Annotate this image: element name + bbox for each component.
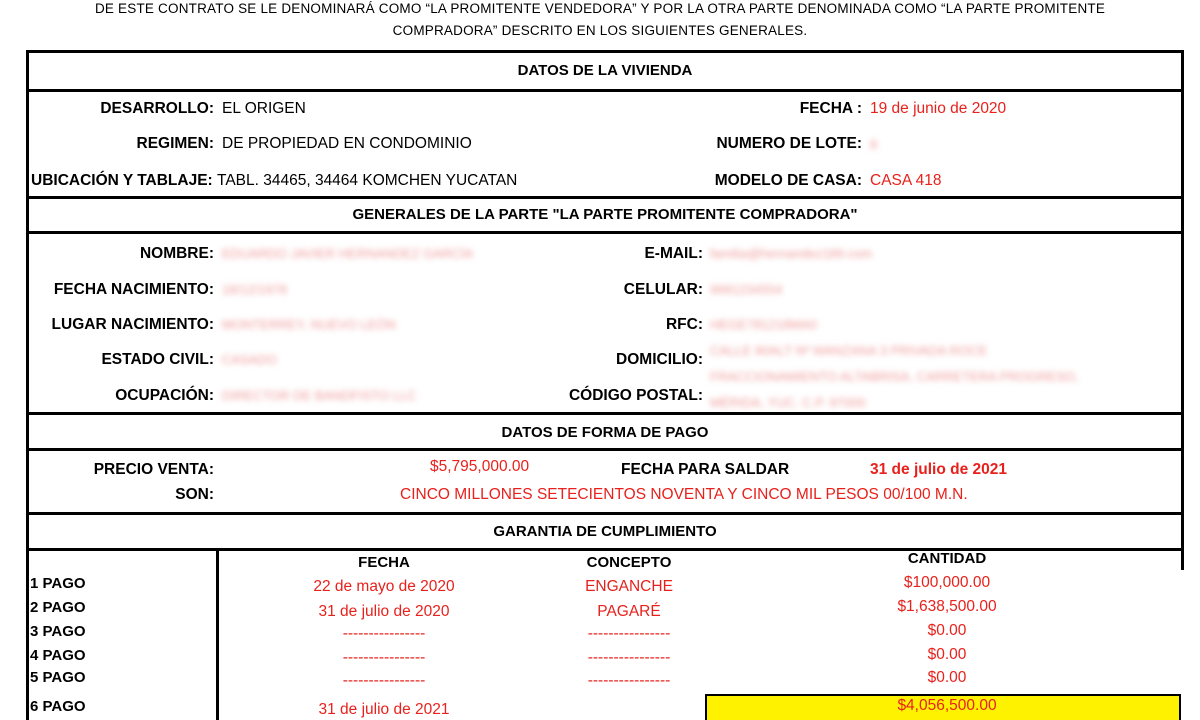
domicilio-line-1: CALLE 90ALT Nº MANZANA 3 PRIVADA ROCE <box>710 343 988 358</box>
payment-fecha: ---------------- <box>342 625 426 642</box>
col-header-fecha: FECHA <box>358 554 410 571</box>
left-border <box>26 50 29 720</box>
ocupacion-label: OCUPACIÓN: <box>115 387 214 404</box>
fecha-saldar-label: FECHA PARA SALDAR <box>621 461 790 478</box>
ocupacion-value: DIRECTOR DE BANDFISTO LLC <box>222 388 417 403</box>
ubicacion-label: UBICACIÓN Y TABLAJE: <box>31 172 213 189</box>
intro-line-1: DE ESTE CONTRATO SE LE DENOMINARÁ COMO “LA PROMITENTE VENDEDORA” Y POR LA OTRA PARTE DENOMINADA COMO “LA PARTE PROMITENTE <box>94 1 1106 16</box>
rfc-value: HEGE781218MA0 <box>710 317 817 332</box>
domicilio-label: DOMICILIO: <box>616 351 703 368</box>
divider <box>26 548 1184 551</box>
divider <box>26 231 1184 234</box>
rfc-label: RFC: <box>665 316 703 333</box>
payment-label: 3 PAGO <box>30 623 86 640</box>
nombre-label: NOMBRE: <box>139 245 214 262</box>
col-header-cantidad: CANTIDAD <box>907 550 987 567</box>
nombre-value: EDUARDO JAVIER HERNANDEZ GARCÍA <box>222 246 474 261</box>
payment-fecha: ---------------- <box>342 672 426 689</box>
son-value: CINCO MILLONES SETECIENTOS NOVENTA Y CINCO MIL PESOS 00/100 M.N. <box>400 486 968 503</box>
estado-civil-value: CASADO <box>222 352 277 367</box>
payment-concepto: ---------------- <box>587 649 671 666</box>
numero-lote-value: 8 <box>870 137 878 152</box>
payment-cantidad: $0.00 <box>927 669 967 686</box>
payment-label: 6 PAGO <box>30 698 86 715</box>
son-label: SON: <box>175 486 214 503</box>
ubicacion-value: TABL. 34465, 34464 KOMCHEN YUCATAN <box>217 172 518 189</box>
col-header-concepto: CONCEPTO <box>586 554 672 571</box>
email-label: E-MAIL: <box>644 245 703 262</box>
modelo-casa-label: MODELO DE CASA: <box>714 172 862 189</box>
payment-fecha: 31 de julio de 2020 <box>318 603 450 620</box>
lugar-nacimiento-value: MONTERREY, NUEVO LEÓN <box>222 317 396 332</box>
precio-venta-label: PRECIO VENTA: <box>93 461 214 478</box>
payment-fecha: 31 de julio de 2021 <box>318 701 450 718</box>
payment-concepto: ENGANCHE <box>585 578 673 595</box>
payment-column-divider <box>216 548 219 720</box>
payment-label: 5 PAGO <box>30 669 86 686</box>
section-title-compradora: GENERALES DE LA PARTE "LA PARTE PROMITENTE COMPRADORA" <box>352 206 858 223</box>
section-title-pago: DATOS DE FORMA DE PAGO <box>501 424 709 441</box>
numero-lote-label: NUMERO DE LOTE: <box>716 135 862 152</box>
divider <box>26 512 1184 515</box>
fecha-nacimiento-label: FECHA NACIMIENTO: <box>53 281 214 298</box>
payment-cantidad: $100,000.00 <box>903 574 991 591</box>
divider <box>26 89 1184 92</box>
fecha-nacimiento-value: 18/12/1978 <box>222 282 288 297</box>
celular-value: 9991234554 <box>710 282 783 297</box>
divider <box>26 412 1184 415</box>
divider <box>26 448 1184 451</box>
payment-concepto: PAGARÉ <box>597 603 661 620</box>
payment-cantidad: $4,056,500.00 <box>897 697 997 714</box>
divider <box>26 196 1184 199</box>
right-border <box>1181 50 1184 570</box>
payment-concepto: ---------------- <box>587 672 671 689</box>
payment-cantidad: $1,638,500.00 <box>897 598 997 615</box>
payment-label: 4 PAGO <box>30 647 86 664</box>
regimen-label: REGIMEN: <box>136 135 214 152</box>
payment-cantidad: $0.00 <box>927 646 967 663</box>
payment-label: 2 PAGO <box>30 599 86 616</box>
payment-fecha: ---------------- <box>342 649 426 666</box>
estado-civil-label: ESTADO CIVIL: <box>101 351 214 368</box>
precio-venta-value: $5,795,000.00 <box>430 458 530 475</box>
payment-cantidad: $0.00 <box>927 622 967 639</box>
desarrollo-label: DESARROLLO: <box>100 100 214 117</box>
intro-line-2: COMPRADORA” DESCRITO EN LOS SIGUIENTES GENERALES. <box>392 23 808 38</box>
email-value: familia@hernandez189.com <box>710 246 873 261</box>
regimen-value: DE PROPIEDAD EN CONDOMINIO <box>222 135 472 152</box>
payment-label: 1 PAGO <box>30 575 86 592</box>
fecha-label: FECHA : <box>799 100 862 117</box>
desarrollo-value: EL ORIGEN <box>222 100 306 117</box>
payment-fecha: 22 de mayo de 2020 <box>313 578 455 595</box>
contract-table-frame <box>26 50 1184 510</box>
section-title-garantia: GARANTIA DE CUMPLIMIENTO <box>493 523 717 540</box>
codigo-postal-label: CÓDIGO POSTAL: <box>568 387 703 404</box>
fecha-saldar-value: 31 de julio de 2021 <box>870 461 1007 478</box>
domicilio-line-2: FRACCIONAMIENTO ALTABRISA, CARRETERA PROGRESO, <box>710 369 1079 384</box>
payment-concepto: ---------------- <box>587 625 671 642</box>
lugar-nacimiento-label: LUGAR NACIMIENTO: <box>51 316 214 333</box>
celular-label: CELULAR: <box>623 281 703 298</box>
section-title-vivienda: DATOS DE LA VIVIENDA <box>517 62 693 79</box>
modelo-casa-value: CASA 418 <box>870 172 942 189</box>
domicilio-line-3: MÉRIDA, YUC. C.P. 97000 <box>710 395 866 410</box>
fecha-value: 19 de junio de 2020 <box>870 100 1007 117</box>
